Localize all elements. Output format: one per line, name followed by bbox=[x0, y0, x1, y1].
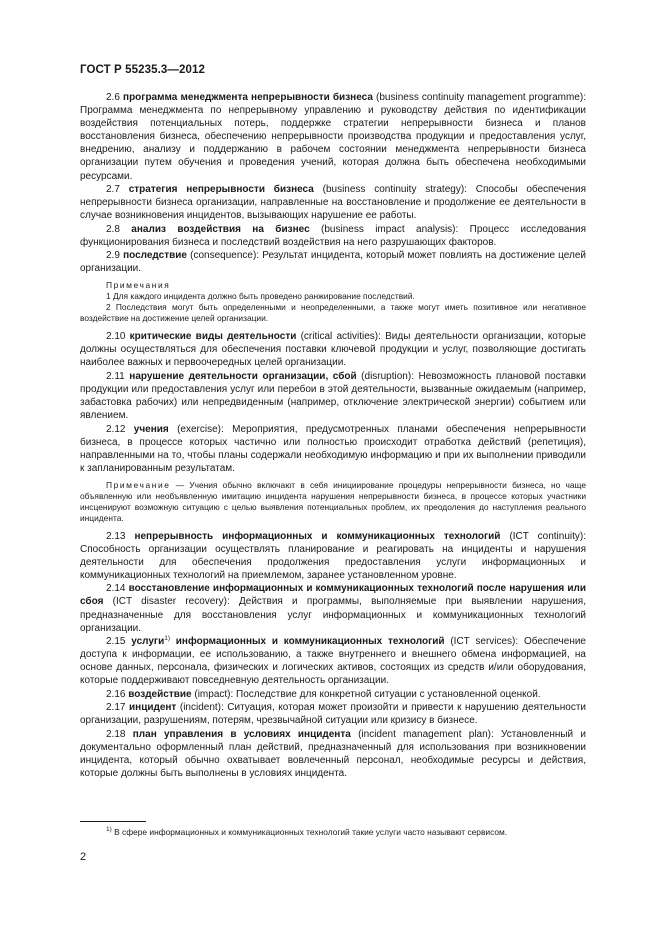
entry-2-14 bbox=[80, 582, 586, 634]
entry-2-6 bbox=[80, 91, 586, 183]
document-body bbox=[80, 91, 586, 780]
note-2-12 bbox=[80, 480, 586, 524]
entry-term: последствие bbox=[123, 250, 187, 262]
footnote-text: В сфере информационных и коммуникационных технологий такие услуги часто называют сервисом. bbox=[114, 827, 508, 837]
entry-number: 2.13 bbox=[106, 530, 126, 542]
entry-term: услуги bbox=[131, 636, 165, 648]
footnote-divider bbox=[80, 821, 146, 822]
entry-text: (consequence): Результат инцидента, который может повлиять на достижение целей организации. bbox=[80, 250, 586, 275]
note-item-2: 2 Последствия могут быть определенными и неопределенными, а также могут иметь позитивное или негативное воздействие на достижение целей организации. bbox=[80, 302, 586, 324]
entry-number: 2.16 bbox=[106, 688, 126, 700]
entry-term: программа менеджмента непрерывности бизнеса bbox=[123, 92, 373, 103]
entry-term: план управления в условиях инцидента bbox=[132, 728, 351, 740]
entry-2-9 bbox=[80, 249, 586, 275]
document-code-header: ГОСТ Р 55235.3—2012 bbox=[80, 64, 205, 76]
entry-term: нарушение деятельности организации, сбой bbox=[129, 370, 357, 382]
note-text: — Учения обычно включают в себя инициирование процедуры непрерывности бизнеса, но чаще объявленную или необъявленную имитацию инцидента нарушения непрерывности бизнеса, в процессе которых участники инсценируют возможную ситуацию с целью выявления потенциальных проблем, их преодоления до наступления реального инцидента. bbox=[80, 479, 587, 523]
entry-number: 2.6 bbox=[106, 92, 120, 103]
entry-number: 2.17 bbox=[106, 702, 126, 714]
entry-2-7 bbox=[80, 183, 586, 222]
entry-number: 2.10 bbox=[106, 331, 126, 343]
entry-number: 2.8 bbox=[106, 223, 120, 235]
entry-term: воздействие bbox=[128, 688, 192, 700]
entry-term: анализ воздействия на бизнес bbox=[131, 223, 310, 235]
entry-text: (disruption): Невозможность плановой поставки продукции или предоставления услуг или перебои в этой деятельности, вызванные ожидаемым (например, забастовка рабочих) или непредвиденным (например, отключение электрической энергии) событием или явлением. bbox=[80, 370, 587, 422]
footnote-mark: 1) bbox=[106, 826, 112, 833]
entry-text: (exercise): Мероприятия, предусмотренных планами обеспечения непрерывности бизнеса, в процессе которых частично или полностью происходит отработка действий (репетиция), направленными на то, чтобы планы содержали необходимую информацию и при их выполнении приводили к запланированным результатам. bbox=[80, 423, 586, 474]
entry-term: инцидент bbox=[129, 702, 177, 714]
entry-term: учения bbox=[133, 423, 169, 435]
entry-2-13 bbox=[80, 530, 586, 582]
entry-term: стратегия непрерывности бизнеса bbox=[128, 184, 314, 196]
entry-text: (impact): Последствие для конкретной ситуации с установленной оценкой. bbox=[194, 688, 541, 700]
entry-text: (incident): Ситуация, которая может произойти и привести к нарушению деятельности организации, разрушениям, потерям, чрезвычайной ситуации или кризису в бизнесе. bbox=[80, 702, 587, 727]
footnote-mark: 1) bbox=[164, 635, 170, 643]
page-number: 2 bbox=[80, 851, 87, 863]
entry-2-16 bbox=[80, 688, 586, 701]
entry-number: 2.14 bbox=[106, 583, 126, 595]
notes-label: Примечания bbox=[106, 280, 171, 291]
entry-text: (ICT continuity): Способность организации осуществлять планирование и реагировать на инциденты и нарушения деятельности для обеспечения продолжения предоставления услуги информационных и коммуникационных технологий на приемлемом, заранее установленном уровне. bbox=[80, 530, 587, 581]
entry-text: (business continuity management programme): Программа менеджмента по непрерывному управлению и руководству действия по идентификации воздействия потенциальных потерь, поддержке стратегии непрерывности бизнеса и планов восстановления бизнеса, обеспечению непрерывности производства продукции и предоставления услуг, внедрению, анализу и поддержанию в рабочем состоянии менеджмента непрерывности бизнеса организации путем обучения и проведения учений, которая должна быть обеспечена необходимыми ресурсами. bbox=[80, 92, 587, 182]
entry-text: (ICT services): Обеспечение доступа к информации, ее использованию, а также внутреннего и внешнего обмена информацией, на основе данных, персонала, физических и логических активов, состоящих из средств и/или оборудования, которые поддерживают повседневную деятельность организации. bbox=[80, 636, 586, 687]
entry-2-11 bbox=[80, 370, 586, 422]
note-label: Примечание bbox=[106, 479, 171, 490]
entry-text: (business impact analysis): Процесс исследования функционирования бизнеса и последствий воздействия на него разрушающих факторов. bbox=[80, 223, 586, 248]
entry-number: 2.18 bbox=[106, 728, 126, 740]
entry-2-10 bbox=[80, 330, 586, 369]
entry-term: критические виды деятельности bbox=[129, 331, 297, 343]
footnote bbox=[80, 827, 586, 838]
entry-text: (incident management plan): Установленный и документально оформленный план действий, предназначенный для использования при возникновении инцидента, который обычно охватывает вовлеченный персонал, необходимые ресурсы и действия, которые должны быть выполнены в условиях инцидента. bbox=[80, 728, 586, 780]
entry-text: (critical activities): Виды деятельности организации, которые должны осуществляться для обеспечения поставки ключевой продукции и услуг, позволяющие достигать наиболее важных и первоочередных целей организации. bbox=[80, 331, 586, 369]
entry-number: 2.12 bbox=[106, 423, 126, 435]
notes-2-9 bbox=[80, 280, 586, 324]
entry-term: непрерывность информационных и коммуникационных технологий bbox=[134, 530, 501, 542]
entry-number: 2.15 bbox=[106, 636, 126, 648]
entry-2-8 bbox=[80, 223, 586, 249]
entry-number: 2.7 bbox=[106, 184, 120, 196]
entry-text: (business continuity strategy): Способы обеспечения непрерывности бизнеса организации, направленные на восстановление и продолжение ее деятельности в случае возникновения инцидентов, вызывающих нарушение ее работы. bbox=[80, 184, 586, 222]
entry-2-15 bbox=[80, 635, 586, 687]
entry-number: 2.9 bbox=[106, 250, 120, 262]
entry-text: (ICT disaster recovery): Действия и программы, выполняемые при выявлении нарушения, предназначенные для восстановления услуг информационных и коммуникационных технологий организации. bbox=[80, 596, 586, 634]
note-item-1: 1 Для каждого инцидента должно быть проведено ранжирование последствий. bbox=[106, 291, 415, 302]
entry-2-18 bbox=[80, 728, 586, 780]
entry-term: восстановление информационных и коммуникационных технологий после нарушения или сбоя bbox=[80, 583, 586, 608]
entry-2-17 bbox=[80, 701, 586, 727]
entry-2-12 bbox=[80, 423, 586, 475]
entry-term-continued: информационных и коммуникационных технологий bbox=[175, 636, 445, 648]
entry-number: 2.11 bbox=[106, 370, 125, 382]
